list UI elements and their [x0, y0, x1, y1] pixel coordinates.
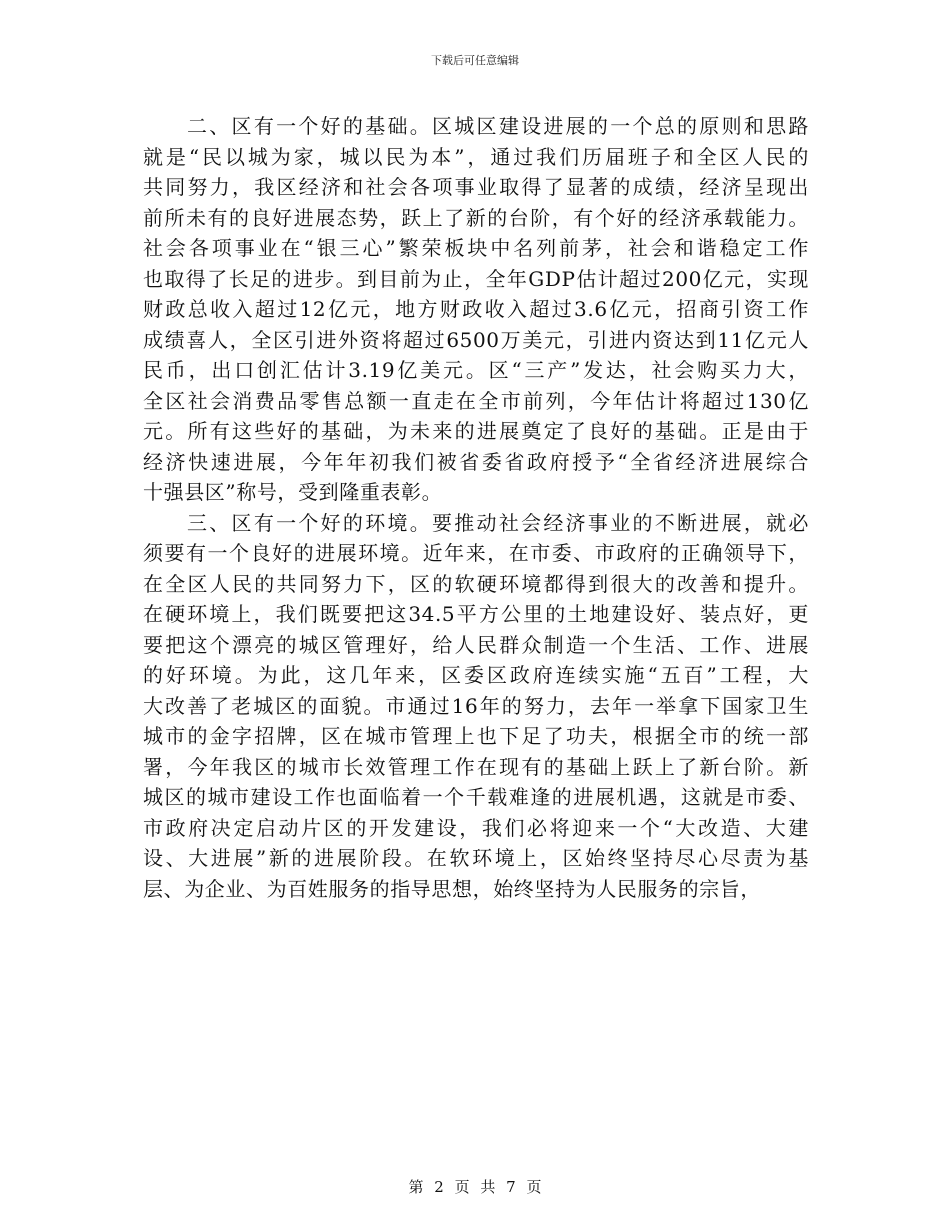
paragraph-3: [143, 508, 809, 905]
text-line: 前所未有的良好进展态势，跃上了新的台阶，有个好的经济承载能力。: [143, 205, 809, 230]
text-line: 设、大进展”新的进展阶段。在软环境上，区始终坚持尽心尽责为基: [143, 846, 809, 870]
text-line: 二、区有一个好的基础。区城区建设进展的一个总的原则和思路: [187, 114, 809, 138]
text-line: 署，今年我区的城市长效管理工作在现有的基础上跃上了新台阶。新: [143, 754, 809, 779]
text-line: 在硬环境上，我们既要把这34.5平方公里的土地建设好、装点好，更: [143, 602, 809, 626]
page-header: 下载后可任意编辑: [431, 54, 519, 67]
text-line: 就是“民以城为家，城以民为本”，通过我们历届班子和全区人民的: [143, 144, 809, 169]
text-line: 要把这个漂亮的城区管理好，给人民群众制造一个生活、工作、进展: [143, 632, 809, 657]
text-line: 十强县区”称号，受到隆重表彰。: [143, 480, 443, 504]
text-line: 财政总收入超过12亿元，地方财政收入超过3.6亿元，招商引资工作: [143, 297, 809, 321]
text-line: 须要有一个良好的进展环境。近年来，在市委、市政府的正确领导下，: [143, 541, 809, 565]
text-line: 层、为企业、为百姓服务的指导思想，始终坚持为人民服务的宗旨，: [143, 876, 761, 901]
text-line: 成绩喜人，全区引进外资将超过6500万美元，引进内资达到11亿元人: [143, 327, 809, 352]
text-line: 共同努力，我区经济和社会各项事业取得了显著的成绩，经济呈现出: [143, 175, 809, 199]
text-line: 的好环境。为此，这几年来，区委区政府连续实施“五百”工程，大: [143, 663, 809, 687]
text-line: 元。所有这些好的基础，为未来的进展奠定了良好的基础。正是由于: [143, 419, 809, 443]
text-line: 社会各项事业在“银三心”繁荣板块中名列前茅，社会和谐稳定工作: [143, 236, 809, 260]
text-line: 经济快速进展，今年年初我们被省委省政府授予“全省经济进展综合: [143, 449, 809, 474]
text-line: 三、区有一个好的环境。要推动社会经济事业的不断进展，就必: [187, 510, 809, 535]
text-line: 全区社会消费品零售总额一直走在全市前列，今年估计将超过130亿: [143, 388, 809, 413]
text-line: 也取得了长足的进步。到目前为止，全年GDP估计超过200亿元，实现: [143, 266, 809, 291]
text-line: 在全区人民的共同努力下，区的软硬环境都得到很大的改善和提升。: [143, 571, 809, 596]
page-number-footer: 第 2 页 共 7 页: [408, 1178, 542, 1196]
text-line: 民币，出口创汇估计3.19亿美元。区“三产”发达，社会购买力大，: [143, 358, 809, 382]
text-line: 城区的城市建设工作也面临着一个千载难逢的进展机遇，这就是市委、: [143, 785, 809, 809]
document-body: [143, 111, 809, 904]
text-line: 城市的金字招牌，区在城市管理上也下足了功夫，根据全市的统一部: [143, 724, 809, 748]
paragraph-2: [143, 111, 809, 508]
text-line: 市政府决定启动片区的开发建设，我们必将迎来一个“大改造、大建: [143, 815, 809, 840]
text-line: 大改善了老城区的面貌。市通过16年的努力，去年一举拿下国家卫生: [143, 693, 809, 718]
